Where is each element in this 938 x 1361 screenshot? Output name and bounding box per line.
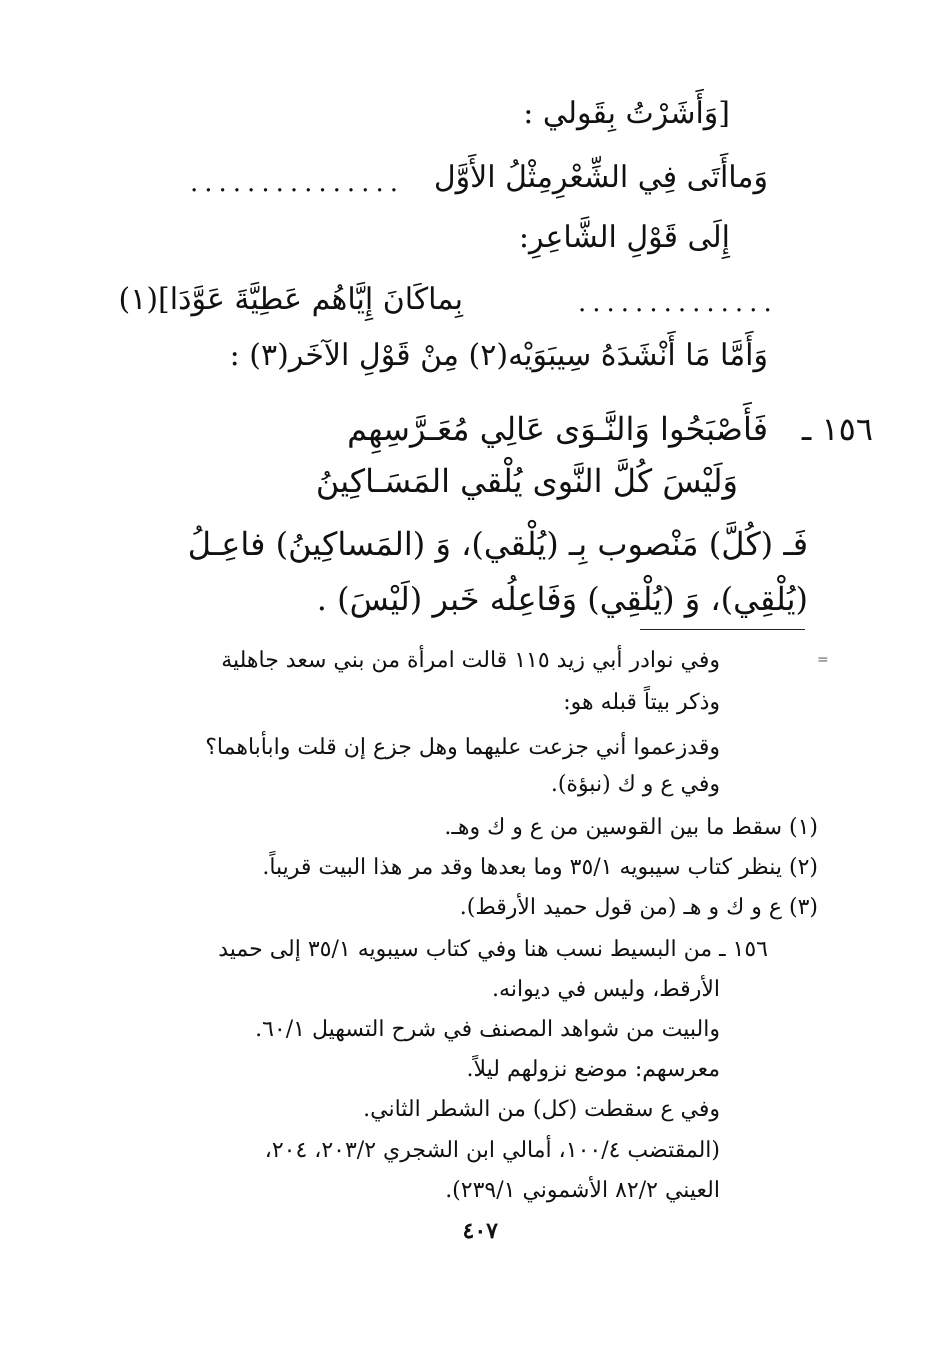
footnote-line: الأرقط، وليس في ديوانه. — [492, 977, 720, 1002]
footnote-1: (١) سقط ما بين القوسين من ع و ك وهـ. — [444, 815, 818, 840]
footnote-line: والبيت من شواهد المصنف في شرح التسهيل ٦٠/١. — [255, 1017, 720, 1042]
verse-number: ١٥٦ ـ — [801, 410, 873, 448]
footnote-line: معرسهم: موضع نزولهم ليلاً. — [466, 1057, 720, 1082]
footnote-line: وفي ع سقطت (كل) من الشطر الثاني. — [363, 1097, 720, 1122]
ellipsis-dots: .............. — [578, 288, 778, 318]
footnote-line: وفي ع و ك (نبؤة). — [550, 772, 720, 797]
text-line: [وَأَشَرْتُ بِقَولي : — [523, 96, 730, 131]
explanation-line: فَـ (كُلَّ) مَنْصوب بِـ (يُلْقي)، وَ (المَساكِينُ) فاعِـلُ — [187, 525, 808, 563]
footnote-line: (المقتضب ١٠٠/٤، أمالي ابن الشجري ٢٠٣/٢، ٢٠٤، — [264, 1138, 720, 1163]
footnote-2: (٢) ينظر كتاب سيبويه ٣٥/١ وما بعدها وقد مر هذا البيت قريباً. — [262, 855, 818, 880]
verse-hemistich-1: فَأَصْبَحُوا وَالنَّـوَى عَالِي مُعَـرَّسِهِم — [347, 410, 768, 448]
footnote-verse-source: ١٥٦ ـ من البسيط نسب هنا وفي كتاب سيبويه ٣٥/١ إلى حميد — [218, 937, 768, 962]
text-line: إِلَى قَوْلِ الشَّاعِرِ: — [518, 220, 730, 255]
verse-line: وَماأَتَى فِي الشِّعْرِمِثْلُ الأَوَّل — [433, 160, 768, 195]
footnote-line: العيني ٨٢/٢ الأشموني ٢٣٩/١). — [445, 1178, 720, 1203]
ellipsis-dots: ............... — [190, 168, 404, 198]
verse-hemistich-2: وَلَيْسَ كُلَّ النَّوى يُلْقي المَسَـاكِينُ — [315, 462, 738, 500]
footnote-separator — [640, 629, 805, 630]
footnote-line: وفي نوادر أبي زيد ١١٥ قالت امرأة من بني سعد جاهلية — [221, 648, 720, 673]
footnote-marker: = — [817, 652, 829, 668]
text-line: وَأَمَّا مَا أَنْشَدَهُ سِيبَوَيْه(٢) مِنْ قَوْلِ الآخَر(٣) : — [229, 338, 768, 373]
footnote-verse: وقدزعموا أني جزعت عليهما وهل جزع إن قلت وابأباهما؟ — [205, 735, 720, 760]
footnote-line: وذكر بيتاً قبله هو: — [563, 690, 720, 715]
explanation-line: (يُلْقِي)، وَ (يُلْقِي) وَفَاعِلُه خَبر (لَيْسَ) . — [316, 580, 808, 618]
page-number: ٤٠٧ — [462, 1218, 498, 1244]
footnote-3: (٣) ع و ك و هـ (من قول حميد الأرقط). — [459, 895, 818, 920]
verse-line: بِماكَانَ إِيَّاهُم عَطِيَّةَ عَوَّدَا](١) — [118, 282, 463, 317]
